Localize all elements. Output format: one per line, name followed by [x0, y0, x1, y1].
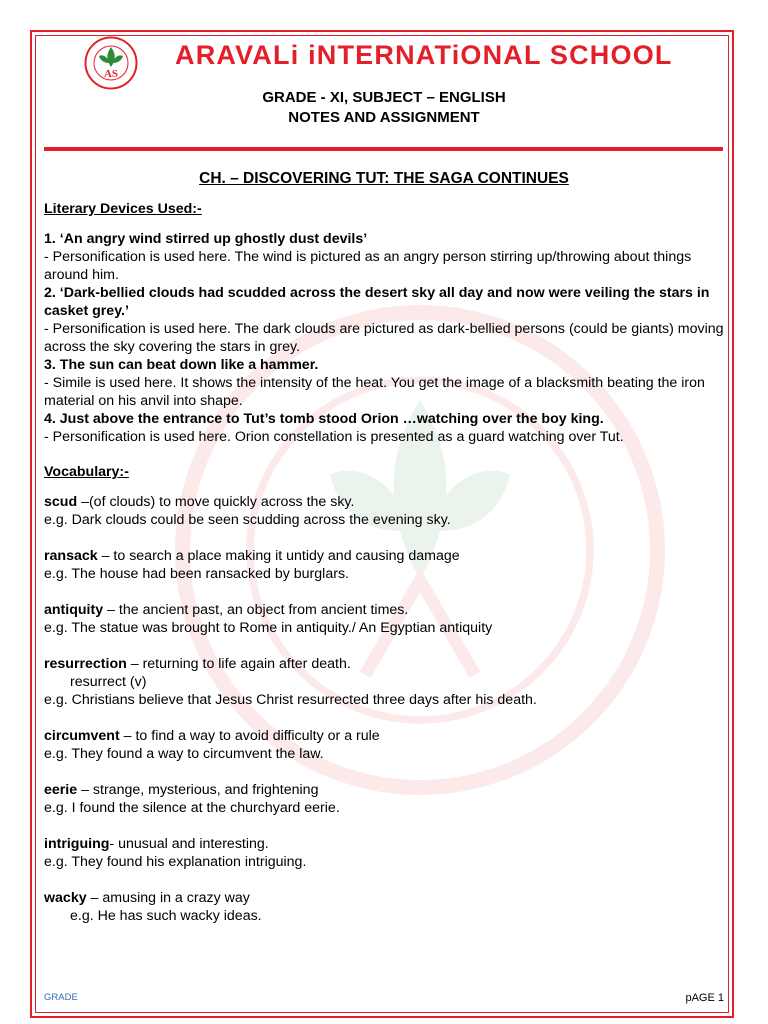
- vocab-word: circumvent: [44, 728, 120, 744]
- device-quote: 3. The sun can beat down like a hammer.: [44, 357, 319, 373]
- vocab-definition: – amusing in a crazy way: [86, 890, 250, 906]
- logo-letters: AS: [103, 68, 119, 80]
- vocab-entry: [44, 889, 724, 925]
- notes-content: [44, 200, 724, 925]
- device-quote: 4. Just above the entrance to Tut’s tomb stood Orion …watching over the boy king.: [44, 411, 604, 427]
- notes-assignment-line: NOTES AND ASSIGNMENT: [288, 109, 480, 126]
- device-quote: 2. ‘Dark-bellied clouds had scudded across the desert sky all day and now were veiling the stars in casket grey.’: [44, 285, 710, 319]
- vocab-definition: – strange, mysterious, and frightening: [77, 782, 319, 798]
- vocab-word: scud: [44, 494, 78, 510]
- header-divider: [44, 147, 723, 151]
- vocab-word: antiquity: [44, 602, 104, 618]
- device-explanation: - Personification is used here. The wind is pictured as an angry person stirring up/throwing about things around him.: [44, 249, 692, 283]
- footer-page-number: pAGE 1: [685, 992, 724, 1004]
- vocab-definition: - unusual and interesting.: [109, 836, 269, 852]
- vocab-entry: [44, 835, 724, 871]
- vocab-entry: [44, 601, 724, 637]
- grade-subject-line: GRADE - XI, SUBJECT – ENGLISH: [262, 89, 506, 106]
- school-name: ARAVALi iNTERNATiONAL SCHOOL: [175, 40, 673, 70]
- device-explanation: - Simile is used here. It shows the intensity of the heat. You get the image of a blacksmith beating the iron material on his anvil into shape.: [44, 375, 705, 409]
- school-logo: [84, 36, 138, 90]
- literary-device-item: [44, 230, 724, 284]
- vocab-extra: resurrect (v): [70, 674, 147, 690]
- vocab-example: e.g. I found the silence at the churchyard eerie.: [44, 800, 340, 816]
- vocab-word: ransack: [44, 548, 98, 564]
- vocab-entry: [44, 493, 724, 529]
- literary-device-item: [44, 356, 724, 410]
- vocab-example: e.g. Christians believe that Jesus Christ resurrected three days after his death.: [44, 692, 537, 708]
- device-quote: 1. ‘An angry wind stirred up ghostly dust devils’: [44, 231, 368, 247]
- vocab-word: resurrection: [44, 656, 127, 672]
- vocab-definition: –(of clouds) to move quickly across the sky.: [77, 494, 355, 510]
- device-explanation: - Personification is used here. Orion constellation is presented as a guard watching over Tut.: [44, 429, 624, 445]
- vocab-word: eerie: [44, 782, 78, 798]
- literary-device-item: [44, 410, 724, 446]
- literary-device-item: [44, 284, 724, 356]
- vocab-entry: [44, 727, 724, 763]
- device-explanation: - Personification is used here. The dark clouds are pictured as dark-bellied persons (could be giants) moving across the sky covering the stars in grey.: [44, 321, 724, 355]
- vocab-definition: – to search a place making it untidy and causing damage: [97, 548, 460, 564]
- vocabulary-heading: Vocabulary:-: [44, 464, 129, 480]
- vocab-word: intriguing: [44, 836, 110, 852]
- footer-grade-label: GRADE: [44, 992, 78, 1003]
- vocab-example: e.g. The house had been ransacked by burglars.: [44, 566, 349, 582]
- vocab-example: e.g. The statue was brought to Rome in antiquity./ An Egyptian antiquity: [44, 620, 493, 636]
- vocab-entry: [44, 547, 724, 583]
- vocab-definition: – to find a way to avoid difficulty or a rule: [119, 728, 380, 744]
- vocab-entry: [44, 781, 724, 817]
- vocab-entry: [44, 655, 724, 709]
- vocab-definition: – the ancient past, an object from ancient times.: [103, 602, 409, 618]
- literary-devices-heading: Literary Devices Used:-: [44, 201, 202, 217]
- vocab-example: e.g. They found a way to circumvent the law.: [44, 746, 324, 762]
- vocab-example: e.g. Dark clouds could be seen scudding across the evening sky.: [44, 512, 451, 528]
- vocab-example: e.g. He has such wacky ideas.: [70, 908, 262, 924]
- chapter-title: CH. – DISCOVERING TUT: THE SAGA CONTINUES: [199, 170, 569, 187]
- vocab-word: wacky: [44, 890, 87, 906]
- vocab-example: e.g. They found his explanation intriguing.: [44, 854, 307, 870]
- vocab-definition: – returning to life again after death.: [126, 656, 351, 672]
